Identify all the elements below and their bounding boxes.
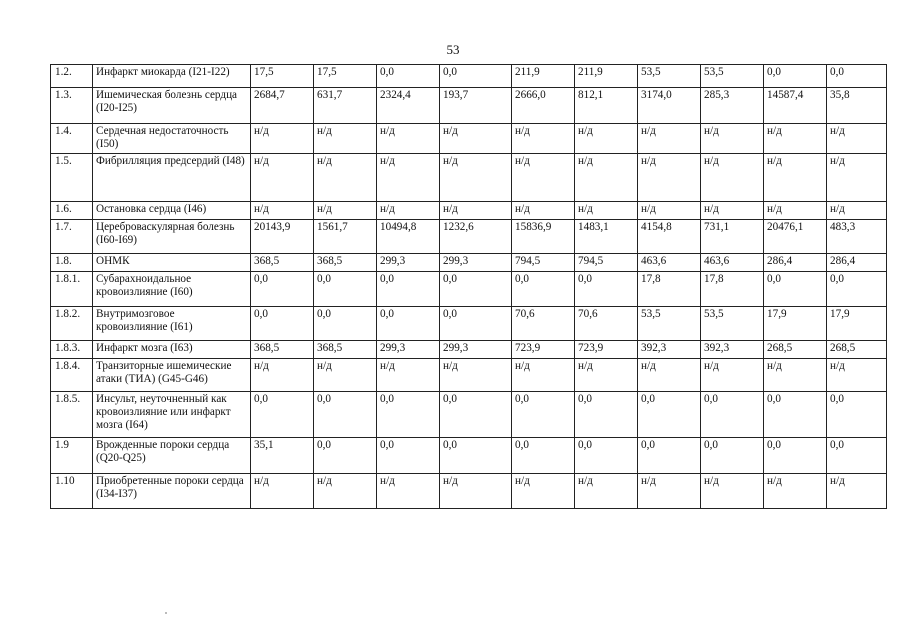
value-cell: 392,3 bbox=[638, 341, 701, 359]
row-code: 1.10 bbox=[51, 474, 93, 509]
value-cell: 0,0 bbox=[314, 272, 377, 307]
value-cell: 53,5 bbox=[638, 307, 701, 341]
row-code: 1.8.1. bbox=[51, 272, 93, 307]
value-cell: 0,0 bbox=[512, 392, 575, 438]
row-code: 1.9 bbox=[51, 438, 93, 474]
value-cell: 1232,6 bbox=[440, 220, 512, 254]
value-cell: 483,3 bbox=[827, 220, 887, 254]
value-cell: 35,1 bbox=[251, 438, 314, 474]
value-cell: 368,5 bbox=[314, 254, 377, 272]
row-code: 1.2. bbox=[51, 65, 93, 88]
table-row bbox=[51, 438, 887, 474]
value-cell: 794,5 bbox=[575, 254, 638, 272]
value-cell: 0,0 bbox=[827, 438, 887, 474]
value-cell: 0,0 bbox=[440, 272, 512, 307]
value-cell: 0,0 bbox=[314, 438, 377, 474]
value-cell: 0,0 bbox=[377, 438, 440, 474]
value-cell: 463,6 bbox=[701, 254, 764, 272]
value-cell: 0,0 bbox=[440, 65, 512, 88]
table-row bbox=[51, 65, 887, 88]
value-cell: 723,9 bbox=[512, 341, 575, 359]
value-cell: н/д bbox=[314, 359, 377, 392]
table-row bbox=[51, 254, 887, 272]
value-cell: 0,0 bbox=[764, 392, 827, 438]
value-cell: 268,5 bbox=[764, 341, 827, 359]
value-cell: 17,8 bbox=[701, 272, 764, 307]
value-cell: 0,0 bbox=[638, 392, 701, 438]
value-cell: 0,0 bbox=[764, 272, 827, 307]
value-cell: 0,0 bbox=[377, 272, 440, 307]
value-cell: 4154,8 bbox=[638, 220, 701, 254]
value-cell: 193,7 bbox=[440, 88, 512, 124]
value-cell: 368,5 bbox=[314, 341, 377, 359]
value-cell: н/д bbox=[827, 202, 887, 220]
row-code: 1.5. bbox=[51, 154, 93, 202]
page-number: 53 bbox=[446, 42, 460, 57]
row-code: 1.3. bbox=[51, 88, 93, 124]
row-code: 1.7. bbox=[51, 220, 93, 254]
value-cell: 286,4 bbox=[764, 254, 827, 272]
value-cell: н/д bbox=[764, 202, 827, 220]
value-cell: 0,0 bbox=[638, 438, 701, 474]
value-cell: н/д bbox=[764, 124, 827, 154]
value-cell: н/д bbox=[314, 124, 377, 154]
value-cell: 0,0 bbox=[827, 272, 887, 307]
value-cell: 14587,4 bbox=[764, 88, 827, 124]
value-cell: 1561,7 bbox=[314, 220, 377, 254]
value-cell: н/д bbox=[701, 359, 764, 392]
row-code: 1.8.3. bbox=[51, 341, 93, 359]
value-cell: 0,0 bbox=[701, 392, 764, 438]
value-cell: н/д bbox=[251, 124, 314, 154]
value-cell: н/д bbox=[440, 124, 512, 154]
row-code: 1.8. bbox=[51, 254, 93, 272]
value-cell: н/д bbox=[377, 124, 440, 154]
row-name: Субарахноидальное кровоизлияние (I60) bbox=[93, 272, 251, 307]
value-cell: н/д bbox=[701, 154, 764, 202]
value-cell: н/д bbox=[638, 154, 701, 202]
row-name: Цереброваскулярная болезнь (I60-I69) bbox=[93, 220, 251, 254]
value-cell: 0,0 bbox=[827, 392, 887, 438]
value-cell: н/д bbox=[377, 154, 440, 202]
value-cell: 731,1 bbox=[701, 220, 764, 254]
value-cell: 268,5 bbox=[827, 341, 887, 359]
value-cell: 3174,0 bbox=[638, 88, 701, 124]
value-cell: 17,9 bbox=[827, 307, 887, 341]
value-cell: 53,5 bbox=[701, 307, 764, 341]
value-cell: н/д bbox=[827, 154, 887, 202]
row-code: 1.8.5. bbox=[51, 392, 93, 438]
row-name: Инсульт, неуточненный как кровоизлияние или инфаркт мозга (I64) bbox=[93, 392, 251, 438]
value-cell: 0,0 bbox=[314, 392, 377, 438]
statistics-table bbox=[50, 64, 887, 509]
value-cell: н/д bbox=[440, 154, 512, 202]
row-code: 1.8.4. bbox=[51, 359, 93, 392]
value-cell: н/д bbox=[314, 202, 377, 220]
value-cell: 0,0 bbox=[827, 65, 887, 88]
value-cell: 299,3 bbox=[440, 254, 512, 272]
value-cell: 368,5 bbox=[251, 254, 314, 272]
row-name: Фибрилляция предсердий (I48) bbox=[93, 154, 251, 202]
value-cell: 17,9 bbox=[764, 307, 827, 341]
row-code: 1.4. bbox=[51, 124, 93, 154]
table-row bbox=[51, 392, 887, 438]
value-cell: н/д bbox=[638, 124, 701, 154]
value-cell: 17,5 bbox=[251, 65, 314, 88]
value-cell: н/д bbox=[827, 124, 887, 154]
value-cell: 10494,8 bbox=[377, 220, 440, 254]
value-cell: н/д bbox=[377, 359, 440, 392]
table-row bbox=[51, 307, 887, 341]
value-cell: 368,5 bbox=[251, 341, 314, 359]
value-cell: н/д bbox=[314, 474, 377, 509]
value-cell: 299,3 bbox=[377, 341, 440, 359]
value-cell: н/д bbox=[440, 202, 512, 220]
row-name: Приобретенные пороки сердца (I34-I37) bbox=[93, 474, 251, 509]
value-cell: 299,3 bbox=[440, 341, 512, 359]
value-cell: 53,5 bbox=[701, 65, 764, 88]
value-cell: н/д bbox=[314, 154, 377, 202]
value-cell: н/д bbox=[827, 474, 887, 509]
value-cell: 0,0 bbox=[440, 392, 512, 438]
table-row bbox=[51, 272, 887, 307]
value-cell: 15836,9 bbox=[512, 220, 575, 254]
value-cell: 70,6 bbox=[575, 307, 638, 341]
value-cell: 2324,4 bbox=[377, 88, 440, 124]
value-cell: 53,5 bbox=[638, 65, 701, 88]
value-cell: 0,0 bbox=[377, 392, 440, 438]
value-cell: н/д bbox=[575, 154, 638, 202]
value-cell: 463,6 bbox=[638, 254, 701, 272]
value-cell: 20143,9 bbox=[251, 220, 314, 254]
value-cell: 70,6 bbox=[512, 307, 575, 341]
table-row bbox=[51, 359, 887, 392]
value-cell: 0,0 bbox=[251, 392, 314, 438]
value-cell: н/д bbox=[512, 474, 575, 509]
value-cell: 0,0 bbox=[701, 438, 764, 474]
value-cell: 631,7 bbox=[314, 88, 377, 124]
value-cell: н/д bbox=[512, 359, 575, 392]
value-cell: 2666,0 bbox=[512, 88, 575, 124]
row-code: 1.6. bbox=[51, 202, 93, 220]
value-cell: 17,8 bbox=[638, 272, 701, 307]
value-cell: н/д bbox=[377, 202, 440, 220]
value-cell: 0,0 bbox=[575, 392, 638, 438]
row-name: Остановка сердца (I46) bbox=[93, 202, 251, 220]
value-cell: 211,9 bbox=[575, 65, 638, 88]
table-row bbox=[51, 154, 887, 202]
value-cell: 1483,1 bbox=[575, 220, 638, 254]
value-cell: н/д bbox=[764, 359, 827, 392]
value-cell: 0,0 bbox=[377, 65, 440, 88]
value-cell: н/д bbox=[440, 474, 512, 509]
value-cell: н/д bbox=[251, 474, 314, 509]
value-cell: 0,0 bbox=[575, 272, 638, 307]
row-name: ОНМК bbox=[93, 254, 251, 272]
row-name: Транзиторные ишемические атаки (ТИА) (G45-G46) bbox=[93, 359, 251, 392]
value-cell: 0,0 bbox=[512, 438, 575, 474]
value-cell: н/д bbox=[575, 124, 638, 154]
value-cell: 211,9 bbox=[512, 65, 575, 88]
table-row bbox=[51, 341, 887, 359]
value-cell: 17,5 bbox=[314, 65, 377, 88]
table-body bbox=[51, 65, 887, 509]
value-cell: 0,0 bbox=[251, 272, 314, 307]
value-cell: н/д bbox=[251, 154, 314, 202]
value-cell: 0,0 bbox=[251, 307, 314, 341]
value-cell: 299,3 bbox=[377, 254, 440, 272]
value-cell: н/д bbox=[701, 474, 764, 509]
value-cell: н/д bbox=[827, 359, 887, 392]
row-code: 1.8.2. bbox=[51, 307, 93, 341]
value-cell: н/д bbox=[251, 202, 314, 220]
value-cell: н/д bbox=[575, 202, 638, 220]
value-cell: 0,0 bbox=[377, 307, 440, 341]
value-cell: н/д bbox=[575, 474, 638, 509]
scan-speck bbox=[165, 612, 167, 614]
value-cell: н/д bbox=[377, 474, 440, 509]
value-cell: н/д bbox=[638, 474, 701, 509]
value-cell: 35,8 bbox=[827, 88, 887, 124]
value-cell: 794,5 bbox=[512, 254, 575, 272]
row-name: Внутримозговое кровоизлияние (I61) bbox=[93, 307, 251, 341]
table-row bbox=[51, 474, 887, 509]
row-name: Сердечная недостаточность (I50) bbox=[93, 124, 251, 154]
value-cell: н/д bbox=[701, 124, 764, 154]
value-cell: 286,4 bbox=[827, 254, 887, 272]
table-row bbox=[51, 124, 887, 154]
value-cell: 20476,1 bbox=[764, 220, 827, 254]
value-cell: 0,0 bbox=[440, 307, 512, 341]
value-cell: н/д bbox=[764, 154, 827, 202]
value-cell: н/д bbox=[764, 474, 827, 509]
table-row bbox=[51, 202, 887, 220]
value-cell: 0,0 bbox=[512, 272, 575, 307]
value-cell: 392,3 bbox=[701, 341, 764, 359]
value-cell: н/д bbox=[512, 202, 575, 220]
value-cell: 0,0 bbox=[440, 438, 512, 474]
value-cell: н/д bbox=[638, 359, 701, 392]
row-name: Врожденные пороки сердца (Q20-Q25) bbox=[93, 438, 251, 474]
value-cell: н/д bbox=[701, 202, 764, 220]
value-cell: н/д bbox=[512, 154, 575, 202]
table-row bbox=[51, 88, 887, 124]
value-cell: н/д bbox=[251, 359, 314, 392]
row-name: Инфаркт миокарда (I21-I22) bbox=[93, 65, 251, 88]
value-cell: 0,0 bbox=[314, 307, 377, 341]
value-cell: н/д bbox=[512, 124, 575, 154]
row-name: Ишемическая болезнь сердца (I20-I25) bbox=[93, 88, 251, 124]
value-cell: н/д bbox=[638, 202, 701, 220]
value-cell: 723,9 bbox=[575, 341, 638, 359]
value-cell: 285,3 bbox=[701, 88, 764, 124]
value-cell: 0,0 bbox=[764, 65, 827, 88]
value-cell: 2684,7 bbox=[251, 88, 314, 124]
value-cell: н/д bbox=[440, 359, 512, 392]
value-cell: 0,0 bbox=[764, 438, 827, 474]
value-cell: 812,1 bbox=[575, 88, 638, 124]
table-row bbox=[51, 220, 887, 254]
value-cell: 0,0 bbox=[575, 438, 638, 474]
value-cell: н/д bbox=[575, 359, 638, 392]
row-name: Инфаркт мозга (I63) bbox=[93, 341, 251, 359]
